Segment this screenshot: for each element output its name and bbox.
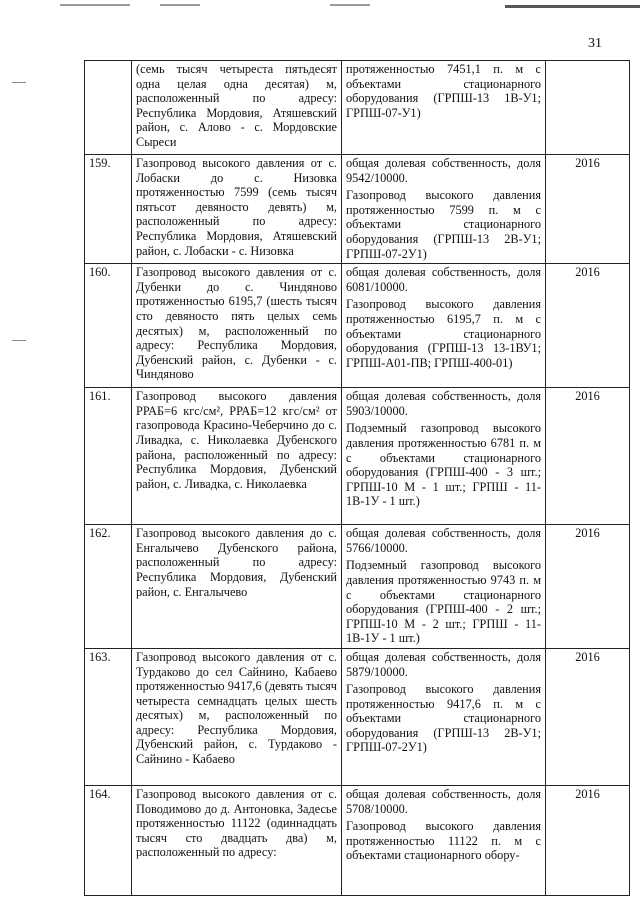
object-description: Газопровод высокого давления РРАБ=6 кгс/см², РРАБ=12 кгс/см² от газопровода Красино-Чеберчино до с. Ливадка, с. Николаевка Дубенского района, расположенный по адресу: Республика Мордовия, Дубенский район, с. Ливадка, с. Николаевка <box>132 388 342 525</box>
year: 2016 <box>546 155 630 264</box>
pipeline-details: Газопровод высокого давления протяженностью 9417,6 п. м с объектами стационарного оборудования (ГРПШ-13 2В-У1; ГРПШ-07-2У1) <box>346 682 541 755</box>
table-row <box>85 525 630 649</box>
row-number <box>85 61 132 155</box>
right-description-cell <box>342 388 546 525</box>
pipeline-details: Подземный газопровод высокого давления протяженностью 6781 п. м с объектами стационарного оборудования (ГРПШ-400 - 3 шт.; ГРПШ-10 М - 1 шт.; ГРПШ - 11-1В-1У - 1 шт.) <box>346 421 541 509</box>
object-description: Газопровод высокого давления от с. Турдаково до сел Сайнино, Кабаево протяженностью 9417,6 (девять тысяч четыреста семнадцать целых шесть десятых) м, расположенный по адресу: Республика Мордовия, Дубенский район, с. Турдаково - Сайнино - Кабаево <box>132 648 342 785</box>
margin-mark <box>12 340 26 341</box>
year: 2016 <box>546 785 630 895</box>
right-description-cell <box>342 61 546 155</box>
row-number: 162. <box>85 525 132 649</box>
pipeline-details: Газопровод высокого давления протяженностью 6195,7 п. м с объектами стационарного оборудования (ГРПШ-13 13-1ВУ1; ГРПШ-А01-ПВ; ГРПШ-400-01) <box>346 297 541 370</box>
pipeline-details: Подземный газопровод высокого давления протяженностью 9743 п. м с объектами стационарного оборудования (ГРПШ-400 - 2 шт.; ГРПШ-10 М - 2 шт.; ГРПШ - 11-1В-1У - 1 шт.) <box>346 558 541 646</box>
table-row <box>85 264 630 388</box>
table-row <box>85 388 630 525</box>
table-row <box>85 155 630 264</box>
object-description: Газопровод высокого давления до с. Енгалычево Дубенского района, расположенный по адресу: Республика Мордовия, Дубенский район, с. Енгалычево <box>132 525 342 649</box>
table-row <box>85 648 630 785</box>
right-description-cell <box>342 155 546 264</box>
right-description-cell <box>342 648 546 785</box>
table-row <box>85 785 630 895</box>
row-number: 163. <box>85 648 132 785</box>
year: 2016 <box>546 648 630 785</box>
ownership-type: общая долевая собственность, доля 5766/10000. <box>346 526 541 555</box>
ownership-type: общая долевая собственность, доля 5879/10000. <box>346 649 541 679</box>
ownership-type: общая долевая собственность, доля 9542/10000. <box>346 156 541 185</box>
row-number: 164. <box>85 785 132 895</box>
year: 2016 <box>546 525 630 649</box>
scan-artifact-top <box>0 0 640 12</box>
margin-mark <box>12 82 26 83</box>
row-number: 161. <box>85 388 132 525</box>
table-row <box>85 61 630 155</box>
object-description: Газопровод высокого давления от с. Поводимово до д. Антоновка, Задесье протяженностью 11122 (одиннадцать тысяч сто двадцать два) м, расположенный по адресу: <box>132 785 342 895</box>
pipeline-details: Газопровод высокого давления протяженностью 11122 п. м с объектами стационарного обору- <box>346 819 541 863</box>
property-register-table <box>84 60 630 896</box>
row-number: 160. <box>85 264 132 388</box>
row-number: 159. <box>85 155 132 264</box>
year: 2016 <box>546 264 630 388</box>
object-description: Газопровод высокого давления от с. Дубенки до с. Чиндяново протяженностью 6195,7 (шесть тысяч сто девяносто пять целых семь десятых) м, расположенный по адресу: Республика Мордовия, Дубенский район, с. Дубенки - с. Чиндяново <box>132 264 342 388</box>
object-description: Газопровод высокого давления от с. Лобаски до с. Низовка протяженностью 7599 (семь тысяч пятьсот девяносто девять) м, расположенный по адресу: Республика Мордовия, Атяшевский район, с. Лобаски - с. Низовка <box>132 155 342 264</box>
ownership-type: общая долевая собственность, доля 5708/10000. <box>346 786 541 816</box>
pipeline-details: Газопровод высокого давления протяженностью 7599 п. м с объектами стационарного оборудования (ГРПШ-13 2В-У1; ГРПШ-07-2У1) <box>346 188 541 261</box>
right-description-cell <box>342 264 546 388</box>
year <box>546 61 630 155</box>
object-description: (семь тысяч четыреста пятьдесят одна целая одна десятая) м, расположенный по адресу: Республика Мордовия, Атяшевский район, с. Алово - с. Мордовские Сыреси <box>132 61 342 155</box>
right-description-cell <box>342 525 546 649</box>
year: 2016 <box>546 388 630 525</box>
page-number: 31 <box>588 36 602 51</box>
ownership-type: общая долевая собственность, доля 6081/10000. <box>346 265 541 294</box>
ownership-type: протяженностью 7451,1 п. м с объектами стационарного оборудования (ГРПШ-13 1В-У1; ГРПШ-07-У1) <box>346 62 541 120</box>
ownership-type: общая долевая собственность, доля 5903/10000. <box>346 389 541 418</box>
right-description-cell <box>342 785 546 895</box>
